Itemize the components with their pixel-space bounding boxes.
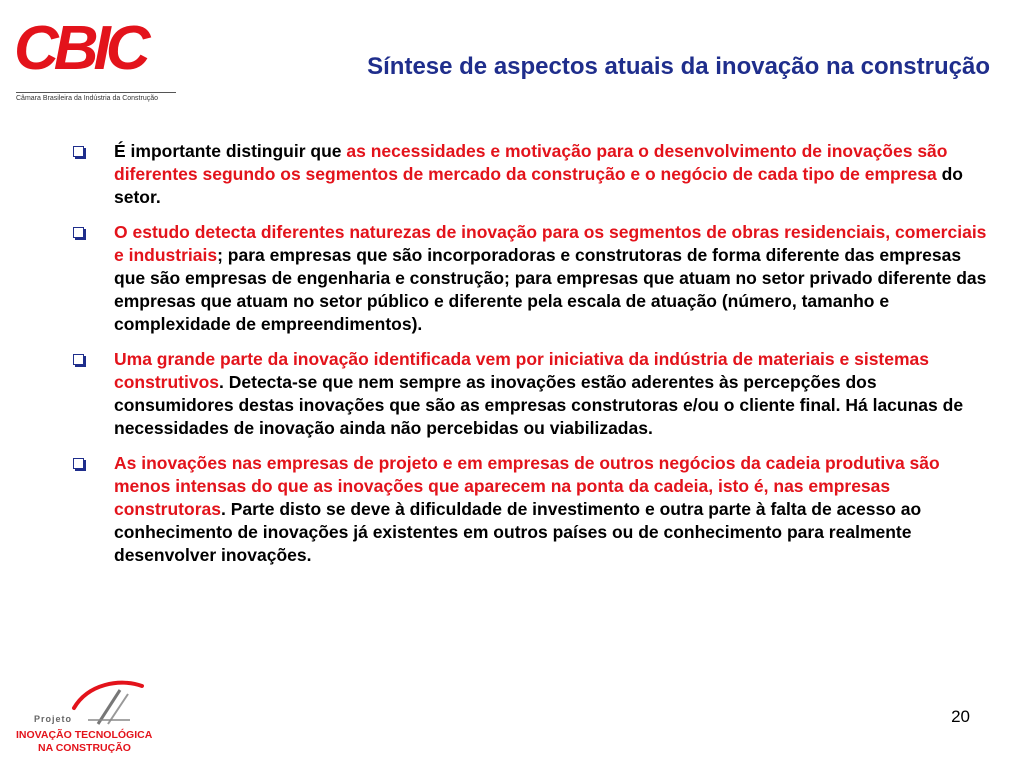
- bullet-item: [70, 348, 990, 440]
- bullet-text: ; para empresas que são incorporadoras e construtoras de forma diferente das empresas que são empresas de engenharia e construção; para empresas que atuam no setor privado diferente das empresas que atuam no setor público e diferente pela escala de atuação (número, tamanho e complexidade de empreendimentos).: [114, 245, 987, 334]
- logo-subtitle: Câmara Brasileira da Indústria da Construção: [16, 95, 159, 102]
- bullet-text: do setor.: [114, 164, 963, 207]
- bullet-item: [70, 221, 990, 336]
- project-logo: [16, 674, 156, 762]
- cbic-logo: [14, 14, 176, 102]
- bullet-list: [70, 140, 990, 579]
- page-number: 20: [951, 707, 970, 726]
- logo-text: CBIC: [14, 14, 146, 83]
- project-title-line1: INOVAÇÃO TECNOLÓGICA: [16, 729, 153, 741]
- bullet-highlight: O estudo detecta diferentes naturezas de inovação para os segmentos de obras residenciais, comerciais e industriais: [114, 222, 987, 265]
- bullet-item: [70, 140, 990, 209]
- bullet-highlight: As inovações nas empresas de projeto e em empresas de outros negócios da cadeia produtiva são menos intensas do que as inovações que aparecem na ponta da cadeia, isto é, nas empresas construtoras: [114, 453, 940, 519]
- checkbox-bullet-icon: [73, 354, 84, 365]
- checkbox-bullet-icon: [73, 458, 84, 469]
- bullet-highlight: Uma grande parte da inovação identificada vem por iniciativa da indústria de materiais e sistemas construtivos: [114, 349, 930, 392]
- bullet-highlight: as necessidades e motivação para o desenvolvimento de inovações são diferentes segundo os segmentos de mercado da construção e o negócio de cada tipo de empresa: [114, 141, 948, 184]
- slide-title: Síntese de aspectos atuais da inovação na construção: [367, 53, 990, 80]
- checkbox-bullet-icon: [73, 227, 84, 238]
- project-title-line2: NA CONSTRUÇÃO: [38, 742, 131, 754]
- checkbox-bullet-icon: [73, 146, 84, 157]
- bullet-text: . Parte disto se deve à dificuldade de investimento e outra parte à falta de acesso ao conhecimento de inovações já existentes em outros países ou de conhecimento para realmente desenvolver inovações.: [114, 499, 922, 565]
- bullet-item: [70, 452, 990, 567]
- bullet-text: . Detecta-se que nem sempre as inovações estão aderentes às percepções dos consumidores destas inovações que são as empresas construtoras e/ou o cliente final. Há lacunas de necessidades de inovação ainda não percebidas ou viabilizadas.: [114, 372, 964, 438]
- project-label: Projeto: [34, 714, 73, 724]
- logo-divider: [16, 92, 176, 93]
- bullet-text: É importante distinguir que: [114, 141, 347, 161]
- project-emblem-icon: [68, 674, 148, 726]
